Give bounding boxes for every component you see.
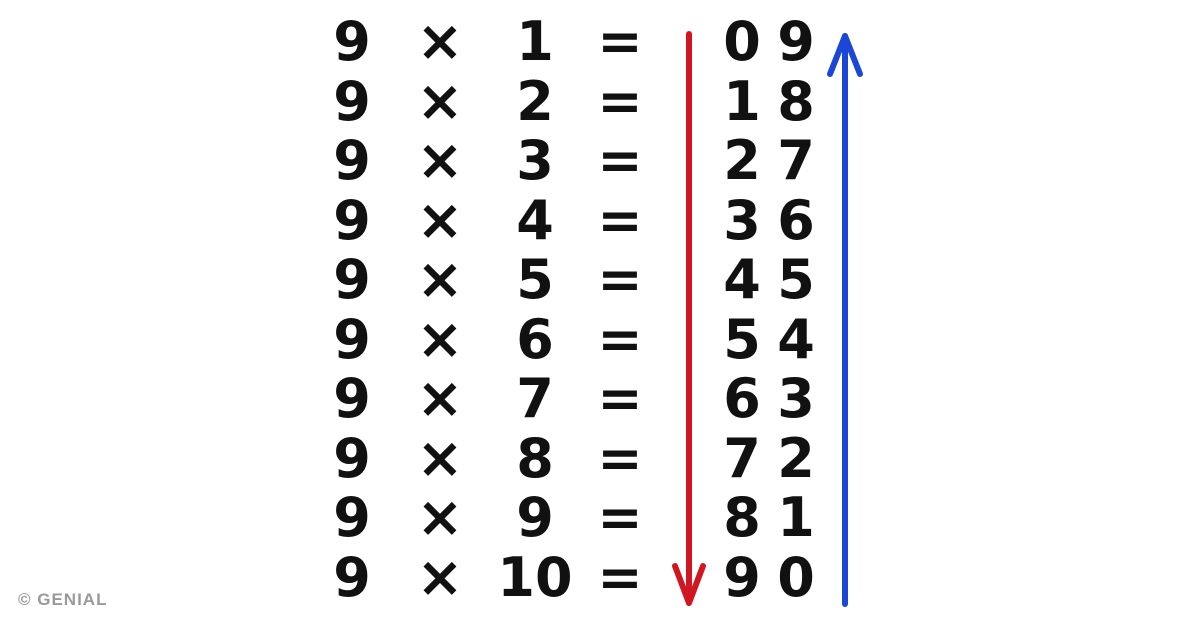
multiplier: 3 bbox=[516, 129, 554, 192]
multiplicand: 9 bbox=[333, 545, 371, 609]
tens-digit: 2 bbox=[723, 129, 761, 192]
ones-digit: 2 bbox=[777, 426, 815, 490]
times-sign: × bbox=[416, 306, 464, 372]
ones-digit: 7 bbox=[777, 129, 815, 192]
equals-sign: = bbox=[597, 248, 643, 311]
genial-watermark: © GENIAL bbox=[18, 590, 108, 609]
multiplicand: 9 bbox=[333, 426, 371, 490]
tens-digit: 8 bbox=[723, 486, 761, 549]
equals-sign: = bbox=[597, 426, 643, 490]
equals-sign: = bbox=[597, 10, 643, 73]
times-sign: × bbox=[416, 9, 464, 74]
equals-sign: = bbox=[597, 69, 643, 133]
times-sign: × bbox=[416, 247, 464, 312]
ones-digit: 4 bbox=[777, 307, 815, 371]
tens-digit: 4 bbox=[723, 248, 761, 311]
tens-digit: 6 bbox=[723, 367, 761, 430]
equals-sign: = bbox=[597, 188, 643, 252]
multiplier: 10 bbox=[497, 545, 573, 609]
multiplier: 6 bbox=[516, 307, 554, 371]
blue-up-arrow-icon bbox=[830, 36, 860, 604]
ones-digit: 6 bbox=[777, 188, 815, 252]
tens-digit: 0 bbox=[723, 10, 761, 73]
multiplier: 7 bbox=[516, 367, 554, 430]
times-sign: × bbox=[416, 366, 464, 431]
multiplicand: 9 bbox=[333, 486, 371, 549]
multiplicand: 9 bbox=[333, 10, 371, 73]
equals-sign: = bbox=[597, 367, 643, 430]
multiplier: 2 bbox=[516, 69, 554, 133]
times-sign: × bbox=[416, 128, 464, 193]
times-sign: × bbox=[416, 68, 464, 134]
times-sign: × bbox=[416, 544, 464, 610]
equals-sign: = bbox=[597, 129, 643, 192]
ones-digit: 3 bbox=[777, 367, 815, 430]
multiplier: 8 bbox=[516, 426, 554, 490]
equals-sign: = bbox=[597, 486, 643, 549]
tens-digit: 3 bbox=[723, 188, 761, 252]
tens-digit: 1 bbox=[723, 69, 761, 133]
equals-sign: = bbox=[597, 545, 643, 609]
multiplicand: 9 bbox=[333, 69, 371, 133]
equals-sign: = bbox=[597, 307, 643, 371]
multiplier: 4 bbox=[516, 188, 554, 252]
multiplicand: 9 bbox=[333, 248, 371, 311]
ones-digit: 9 bbox=[777, 10, 815, 73]
ones-digit: 1 bbox=[777, 486, 815, 549]
times-sign: × bbox=[416, 187, 464, 253]
multiplicand: 9 bbox=[333, 367, 371, 430]
multiplier: 9 bbox=[516, 486, 554, 549]
multiplicand: 9 bbox=[333, 307, 371, 371]
tens-digit: 9 bbox=[723, 545, 761, 609]
multiplier: 1 bbox=[516, 10, 554, 73]
multiplicand: 9 bbox=[333, 188, 371, 252]
tens-digit: 7 bbox=[723, 426, 761, 490]
ones-digit: 8 bbox=[777, 69, 815, 133]
times-sign: × bbox=[416, 485, 464, 550]
red-down-arrow-icon bbox=[675, 34, 703, 603]
multiplier: 5 bbox=[516, 248, 554, 311]
multiplicand: 9 bbox=[333, 129, 371, 192]
tens-digit: 5 bbox=[723, 307, 761, 371]
ones-digit: 5 bbox=[777, 248, 815, 311]
times-sign: × bbox=[416, 425, 464, 491]
ones-digit: 0 bbox=[777, 545, 815, 609]
